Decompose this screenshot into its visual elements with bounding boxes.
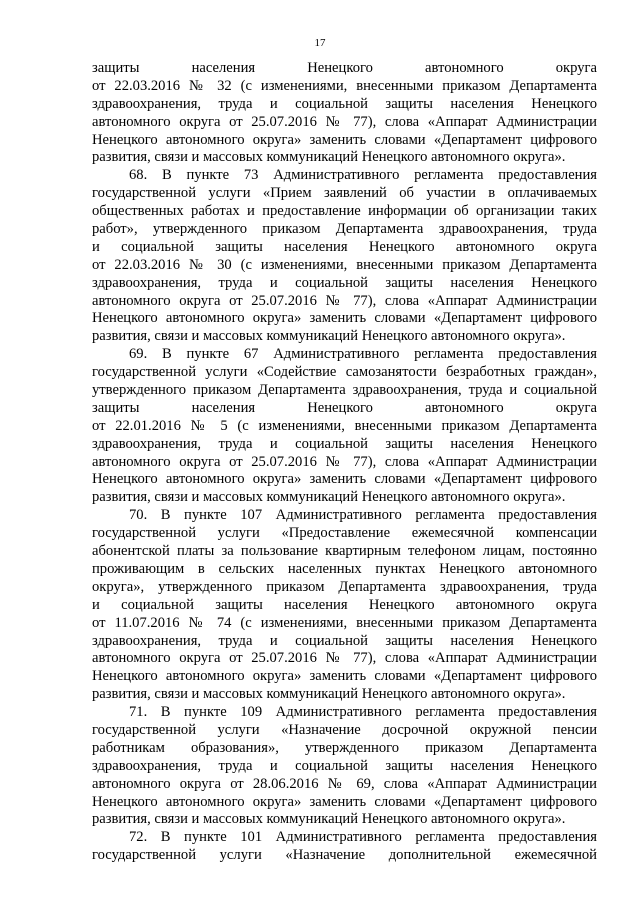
text-line: Ненецкого автономного округа» заменить словами «Департамент цифрового <box>92 131 597 148</box>
text-line: проживающим в сельских населенных пунктах Ненецкого автономного <box>92 560 597 577</box>
text-line: автономного округа от 25.07.2016 № 77), слова «Аппарат Администрации <box>92 650 597 667</box>
text-line: развития, связи и массовых коммуникаций Ненецкого автономного округа». <box>92 328 566 345</box>
text-line: общественных работах и предоставление информации об организации таких <box>92 203 597 220</box>
text-line: здравоохранения, труда и социальной защиты населения Ненецкого <box>92 95 597 112</box>
text-line: защиты населения Ненецкого автономного округа <box>92 399 597 416</box>
document-body <box>92 60 597 865</box>
text-line: от 22.03.2016 № 30 (с изменениями, внесенными приказом Департамента <box>92 256 597 273</box>
text-line: государственной услуги «Содействие самозанятости безработных граждан», <box>92 364 597 381</box>
text-line: Ненецкого автономного округа» заменить словами «Департамент цифрового <box>92 310 597 327</box>
text-line: государственной услуги «Предоставление ежемесячной компенсации <box>92 525 597 542</box>
text-line: 72. В пункте 101 Административного регламента предоставления <box>129 829 597 846</box>
text-line: Ненецкого автономного округа» заменить словами «Департамент цифрового <box>92 793 597 810</box>
text-line: работникам образования», утвержденного приказом Департамента <box>92 739 597 756</box>
text-line: автономного округа от 25.07.2016 № 77), слова «Аппарат Администрации <box>92 292 597 309</box>
text-line: 70. В пункте 107 Административного регламента предоставления <box>129 507 597 524</box>
text-line: 68. В пункте 73 Административного регламента предоставления <box>129 167 597 184</box>
page-number: 17 <box>314 37 326 49</box>
text-line: автономного округа от 25.07.2016 № 77), слова «Аппарат Администрации <box>92 113 597 130</box>
text-line: от 11.07.2016 № 74 (с изменениями, внесенными приказом Департамента <box>92 614 597 631</box>
text-line: здравоохранения, труда и социальной защиты населения Ненецкого <box>92 435 597 452</box>
text-line: Ненецкого автономного округа» заменить словами «Департамент цифрового <box>92 471 597 488</box>
text-line: абонентской платы за пользование квартирным телефоном лицам, постоянно <box>92 543 597 560</box>
text-line: утвержденного приказом Департамента здравоохранения, труда и социальной <box>92 382 597 399</box>
text-line: Ненецкого автономного округа» заменить словами «Департамент цифрового <box>92 668 597 685</box>
text-line: автономного округа от 25.07.2016 № 77), слова «Аппарат Администрации <box>92 453 597 470</box>
text-line: и социальной защиты населения Ненецкого автономного округа <box>92 596 597 613</box>
text-line: государственной услуги «Назначение досрочной окружной пенсии <box>92 721 597 738</box>
text-line: от 22.01.2016 № 5 (с изменениями, внесенными приказом Департамента <box>92 417 597 434</box>
text-line: от 22.03.2016 № 32 (с изменениями, внесенными приказом Департамента <box>92 77 597 94</box>
text-line: развития, связи и массовых коммуникаций Ненецкого автономного округа». <box>92 489 566 506</box>
text-line: автономного округа от 28.06.2016 № 69, слова «Аппарат Администрации <box>92 775 597 792</box>
text-line: развития, связи и массовых коммуникаций Ненецкого автономного округа». <box>92 149 566 166</box>
text-line: и социальной защиты населения Ненецкого автономного округа <box>92 238 597 255</box>
text-line: 71. В пункте 109 Административного регламента предоставления <box>129 704 597 721</box>
text-line: здравоохранения, труда и социальной защиты населения Ненецкого <box>92 632 597 649</box>
text-line: государственной услуги «Назначение дополнительной ежемесячной <box>92 847 597 864</box>
text-line: округа», утвержденного приказом Департамента здравоохранения, труда <box>92 578 597 595</box>
text-line: 69. В пункте 67 Административного регламента предоставления <box>129 346 597 363</box>
text-line: развития, связи и массовых коммуникаций Ненецкого автономного округа». <box>92 811 566 828</box>
text-line: работ», утвержденного приказом Департамента здравоохранения, труда <box>92 221 597 238</box>
text-line: защиты населения Ненецкого автономного округа <box>92 60 597 76</box>
text-line: здравоохранения, труда и социальной защиты населения Ненецкого <box>92 757 597 774</box>
text-line: государственной услуги «Прием заявлений об участии в оплачиваемых <box>92 185 597 202</box>
text-line: развития, связи и массовых коммуникаций Ненецкого автономного округа». <box>92 686 566 703</box>
text-line: здравоохранения, труда и социальной защиты населения Ненецкого <box>92 274 597 291</box>
